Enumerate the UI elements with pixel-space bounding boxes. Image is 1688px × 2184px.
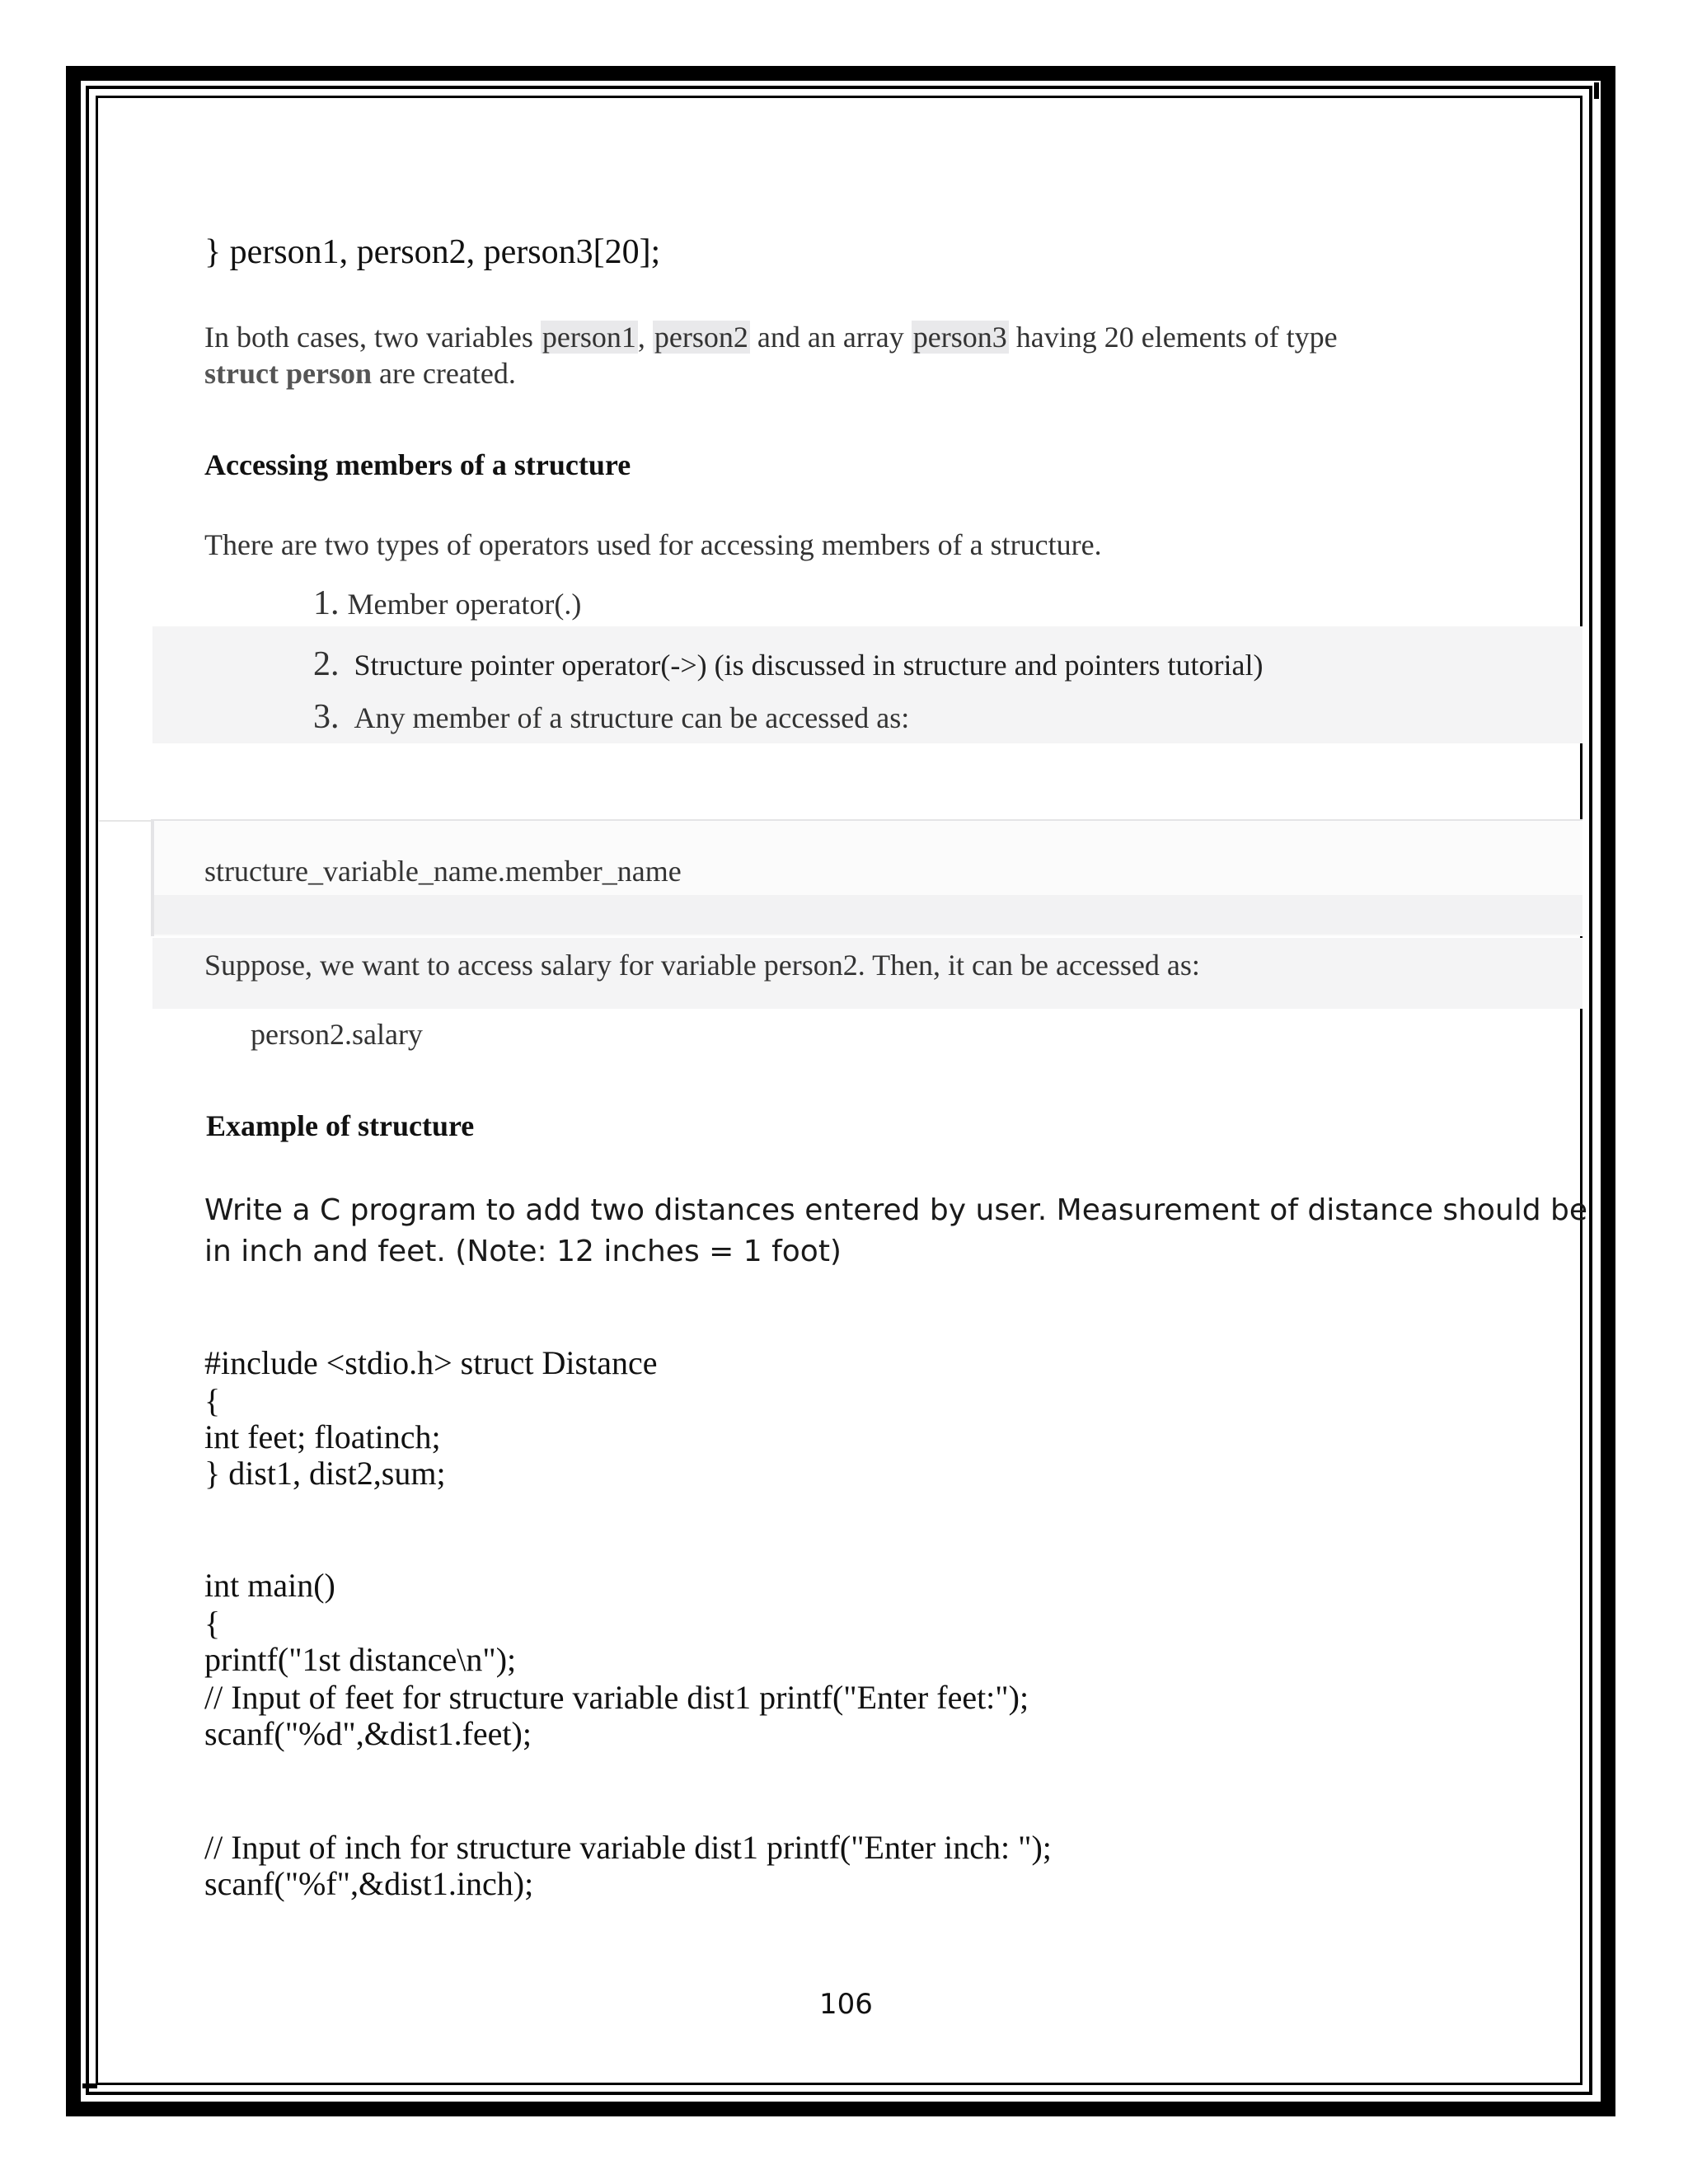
code-line: } dist1, dist2,sum;: [204, 1455, 446, 1492]
list-text: Member operator(.): [347, 588, 582, 621]
struct-declaration-end: } person1, person2, person3[20];: [204, 233, 661, 271]
text: and an array: [749, 321, 912, 354]
inline-code: person3: [912, 321, 1007, 354]
list-item: [313, 697, 909, 737]
code-line: int main(): [204, 1567, 335, 1604]
text: having 20 elements of type: [1008, 321, 1338, 354]
code-line: // Input of feet for structure variable dist1 printf("Enter feet:");: [204, 1679, 1029, 1716]
text: are created.: [371, 357, 516, 390]
section-heading: Accessing members of a structure: [204, 448, 631, 481]
code-line: {: [204, 1605, 221, 1642]
code-line: printf("1st distance\n");: [204, 1641, 517, 1678]
list-text: Any member of a structure can be accessed as:: [354, 701, 910, 734]
list-item: [313, 644, 1264, 684]
inline-code: person2: [654, 321, 748, 354]
list-item: [313, 583, 581, 623]
task-line: Write a C program to add two distances entered by user. Measurement of distance should be: [204, 1193, 1588, 1227]
code-line: int feet; floatinch;: [204, 1418, 441, 1455]
text: In both cases, two variables: [204, 321, 541, 354]
paragraph-variables-cont: [204, 356, 516, 391]
text: ,: [637, 321, 653, 354]
list-number: 1.: [313, 584, 340, 622]
code-block-footer: [154, 895, 1582, 935]
code-line: #include <stdio.h> struct Distance: [204, 1344, 658, 1381]
code-line: {: [204, 1382, 221, 1419]
code-syntax: structure_variable_name.member_name: [204, 855, 682, 888]
list-text: Structure pointer operator(->) (is discussed in structure and pointers tutorial): [354, 649, 1264, 682]
list-number: 3.: [313, 698, 340, 736]
task-line: in inch and feet. (Note: 12 inches = 1 foot): [204, 1235, 842, 1268]
bold-term: struct person: [204, 357, 372, 390]
code-example: person2.salary: [251, 1018, 423, 1051]
paragraph-variables: [204, 320, 1338, 354]
page-number: 106: [819, 1988, 873, 2021]
code-line: scanf("%d",&dist1.feet);: [204, 1715, 532, 1752]
paragraph-operators: There are two types of operators used for accessing members of a structure.: [204, 528, 1102, 561]
inline-code: person1: [542, 321, 636, 354]
code-line: // Input of inch for structure variable dist1 printf("Enter inch: ");: [204, 1829, 1052, 1866]
paragraph-suppose: Suppose, we want to access salary for variable person2. Then, it can be accessed as:: [204, 949, 1200, 982]
code-line: scanf("%f",&dist1.inch);: [204, 1865, 534, 1902]
section-heading: Example of structure: [206, 1109, 475, 1142]
list-number: 2.: [313, 645, 340, 683]
